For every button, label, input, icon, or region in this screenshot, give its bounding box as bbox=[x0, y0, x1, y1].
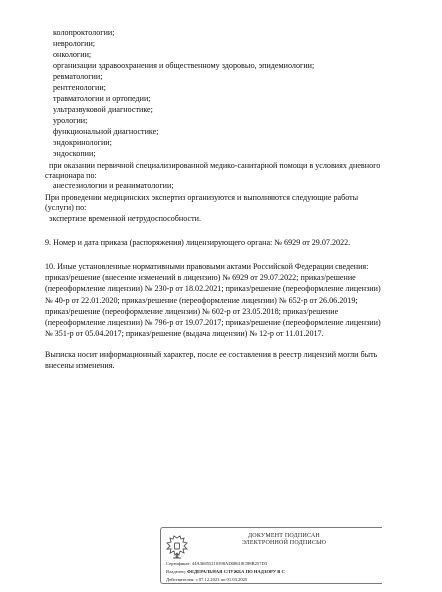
owner-label: Владелец: bbox=[166, 569, 186, 574]
body-line: анестезиологии и реаниматологии; bbox=[53, 181, 174, 190]
body-line: организации здравоохранения и общественному здоровью, эпидемиологии; bbox=[53, 61, 315, 70]
cert-value: 44A36855210398AD08618CB8B257D3 bbox=[191, 561, 268, 566]
section-10-line: (переоформление лицензии) № 230-р от 18.02.2021; приказ/решение (переоформление лицензии) bbox=[45, 284, 381, 294]
stamp-title bbox=[199, 533, 369, 547]
stamp-certificate bbox=[166, 561, 267, 567]
body-line: эндокринологии; bbox=[53, 138, 112, 147]
section-10-line: (переоформление лицензии) № 796-р от 19.07.2017; приказ/решение (переоформление лицензии) bbox=[45, 318, 381, 327]
body-line: эндоскопии; bbox=[53, 149, 96, 158]
body-line: колопроктологии; bbox=[53, 28, 115, 37]
body-line: функциональной диагностике; bbox=[53, 127, 159, 136]
body-line: стационара по: bbox=[45, 171, 97, 180]
body-line: (услуги) по: bbox=[45, 203, 87, 212]
body-line: ревматологии; bbox=[53, 72, 103, 81]
cert-label: Сертификат: bbox=[166, 561, 191, 566]
note-line: внесены изменения. bbox=[45, 361, 115, 370]
body-line: онкологии; bbox=[53, 50, 92, 59]
stamp-validity: Действителен: с 07.12.2023 по 01.03.2025 bbox=[166, 577, 248, 582]
body-line: урологии; bbox=[53, 116, 88, 125]
body-line: травматологии и ортопедии; bbox=[53, 94, 151, 103]
body-line: при оказании первичной специализированной медико-санитарной помощи в условиях дневного bbox=[49, 161, 381, 170]
note-line: Выписка носит информационный характер, после ее составления в реестр лицензий могли быть bbox=[45, 350, 378, 359]
section-10-line: № 351-р от 05.04.2017; приказ/решение (выдача лицензии) № 12-р от 11.01.2017. bbox=[45, 329, 324, 339]
body-line: рентгенологии; bbox=[53, 83, 106, 92]
owner-value: ФЕДЕРАЛЬНАЯ СЛУЖБА ПО НАДЗОРУ В С bbox=[187, 569, 285, 574]
stamp-title-line-2: ЭЛЕКТРОННОЙ ПОДПИСЬЮ bbox=[241, 540, 327, 546]
stamp-owner bbox=[166, 569, 285, 575]
stamp-title-line-1: ДОКУМЕНТ ПОДПИСАН bbox=[248, 533, 320, 539]
body-line: экспертизе временной нетрудоспособности. bbox=[49, 214, 201, 223]
section-10-line: 10. Иные установленные нормативными правовыми актами Российской Федерации сведения: bbox=[45, 262, 369, 271]
e-signature-stamp bbox=[160, 527, 382, 584]
section-10-line: № 40-р от 22.01.2020; приказ/решение (переоформление лицензии) № 652-р от 26.06.2019; bbox=[45, 295, 358, 305]
body-line: ультразвуковой диагностике; bbox=[53, 105, 153, 114]
section-9: 9. Номер и дата приказа (распоряжения) лицензирующего органа: № 6929 от 29.07.2022. bbox=[45, 238, 351, 247]
coat-of-arms-icon bbox=[165, 534, 189, 562]
body-line: При проведении медицинских экспертиз организуются и выполняются следующие работы bbox=[45, 193, 359, 202]
section-10-line: приказ/решение (переоформление лицензии) № 602-р от 23.05.2018; приказ/решение bbox=[45, 306, 339, 316]
section-10-line: приказ/решение (внесение изменений в лицензию) № 6929 от 29.07.2022; приказ/решение bbox=[45, 273, 356, 283]
body-line: неврологии; bbox=[53, 39, 96, 48]
